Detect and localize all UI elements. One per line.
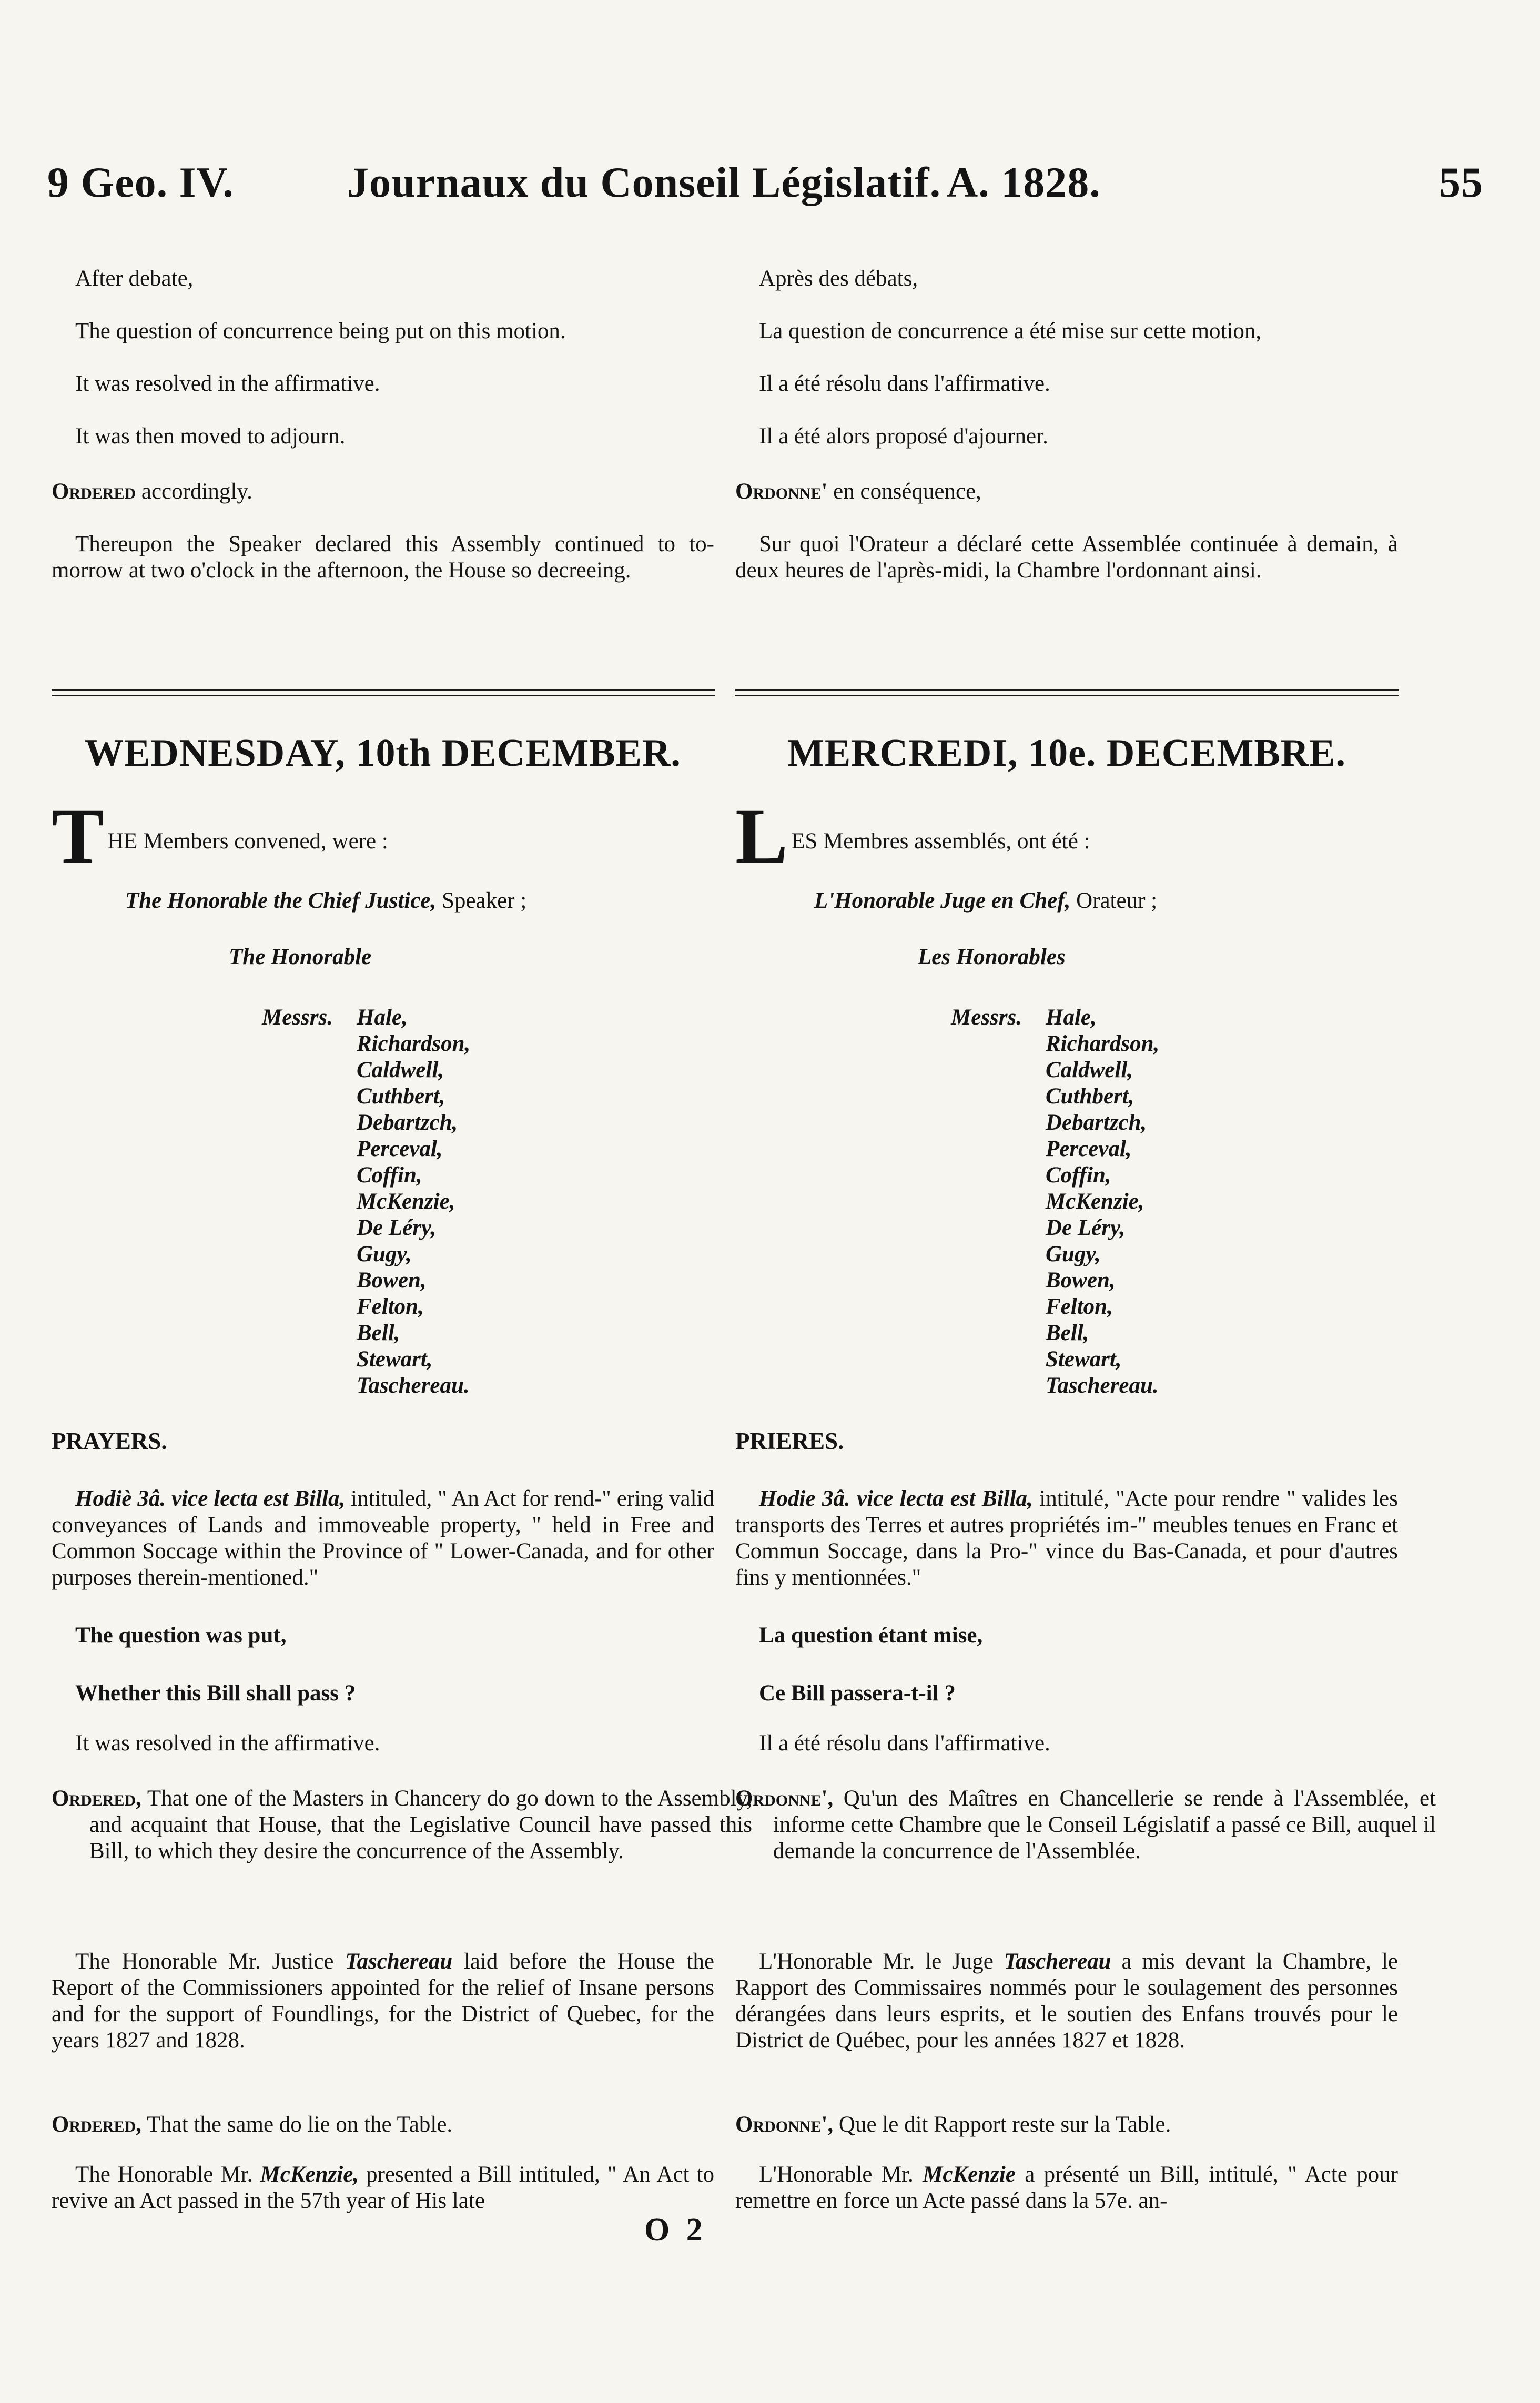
left-members-intro	[52, 793, 714, 880]
right-member-names	[1046, 1005, 1159, 1399]
left-p4: It was then moved to adjourn.	[75, 424, 346, 449]
left-prayers: PRAYERS.	[52, 1428, 167, 1454]
running-header	[42, 158, 1494, 216]
right-ordonne-text: en conséquence,	[827, 479, 981, 504]
right-member-name: Bell,	[1046, 1321, 1089, 1345]
left-last-a: The Honorable Mr.	[75, 2162, 260, 2187]
right-ordered2-lead: Ordonne',	[735, 2112, 834, 2137]
left-members-intro-text: HE Members convened, were :	[107, 829, 388, 854]
left-report-a: The Honorable Mr. Justice	[75, 1949, 346, 1974]
left-member-name: De Léry,	[357, 1215, 437, 1240]
right-prayers: PRIERES.	[735, 1428, 844, 1454]
left-member-name: Gugy,	[357, 1242, 412, 1266]
right-members-intro	[735, 793, 1398, 880]
left-member-name: Coffin,	[357, 1163, 422, 1188]
right-speaker-name: L'Honorable Juge en Chef,	[814, 888, 1071, 913]
left-member-name: Taschereau.	[357, 1373, 470, 1398]
left-member-name: Stewart,	[357, 1347, 433, 1372]
left-p6: Thereupon the Speaker declared this Assembly continued to to-morrow at two o'clock in the afternoon, the House so decreeing.	[52, 532, 714, 583]
left-bill-reading	[52, 1486, 714, 1591]
right-members-intro-text: ES Membres assemblés, ont été :	[791, 829, 1090, 854]
left-member-name: Debartzch,	[357, 1110, 458, 1135]
right-last-a: L'Honorable Mr.	[759, 2162, 923, 2187]
left-p1: After debate,	[75, 266, 194, 291]
right-last-name: McKenzie	[923, 2162, 1016, 2187]
right-member-name: McKenzie,	[1046, 1189, 1144, 1214]
right-ordonne-table	[735, 2112, 1398, 2138]
right-member-name: Gugy,	[1046, 1242, 1101, 1266]
left-dropcap: T	[52, 793, 105, 880]
right-p2: La question de concurrence a été mise sur cette motion,	[759, 319, 1262, 343]
right-p1: Après des débats,	[759, 266, 918, 291]
left-member-name: McKenzie,	[357, 1189, 455, 1214]
right-p3: Il a été résolu dans l'affirmative.	[759, 371, 1050, 396]
right-report	[735, 1949, 1398, 2054]
right-resolved: Il a été résolu dans l'affirmative.	[759, 1731, 1050, 1756]
right-p4: Il a été alors proposé d'ajourner.	[759, 424, 1048, 449]
left-member-name: Cuthbert,	[357, 1084, 445, 1109]
right-report-a: L'Honorable Mr. le Juge	[759, 1949, 1004, 1974]
right-speaker-role: Orateur ;	[1070, 888, 1158, 913]
right-member-name: De Léry,	[1046, 1215, 1126, 1240]
right-member-name: Felton,	[1046, 1294, 1113, 1319]
right-report-b: a mis devant la Chambre, le Rapport des Commissaires nommés pour le soulagement des personnes dérangées dans leurs esprits, et le soutien des Enfans trouvés pour le District de Québec, pour les années 1827 et 1828.	[735, 1949, 1398, 2053]
left-report-b: laid before the House the Report of the Commissioners appointed for the relief of Insane persons and for the support of Foundlings, for the District of Quebec, for the years 1827 and 1828.	[52, 1949, 714, 2053]
header-year: A. 1828.	[947, 158, 1101, 206]
left-speaker-line	[125, 888, 714, 914]
right-member-name: Stewart,	[1046, 1347, 1122, 1372]
right-member-name: Coffin,	[1046, 1163, 1111, 1188]
left-bill-title: intituled, " An Act for rend-" ering valid conveyances of Lands and immoveable property, " held in Free and Common Soccage within the Province of " Lower-Canada, and for other purposes therein-mentioned."	[52, 1486, 714, 1590]
left-report	[52, 1949, 714, 2054]
right-member-name: Bowen,	[1046, 1268, 1116, 1293]
left-ordered2-text: That the same do lie on the Table.	[141, 2112, 453, 2137]
left-report-name: Taschereau	[345, 1949, 453, 1974]
right-member-name: Hale,	[1046, 1005, 1097, 1030]
left-question-put: The question was put,	[75, 1623, 287, 1648]
left-ordered1-lead: Ordered,	[52, 1786, 141, 1811]
left-ordered1-text: That one of the Masters in Chancery do go down to the Assembly, and acquaint that House, that the Legislative Council have passed this Bill, to which they desire the concurrence of the Assembly.	[89, 1786, 752, 1863]
signature-mark: O 2	[644, 2212, 707, 2248]
left-member-name: Bell,	[357, 1321, 400, 1345]
right-ordered1-lead: Ordonne',	[735, 1786, 834, 1811]
left-member-name: Perceval,	[357, 1137, 443, 1161]
ordered-lead: Ordered	[52, 479, 136, 504]
right-member-name: Caldwell,	[1046, 1058, 1133, 1082]
right-ordonne-masters	[735, 1786, 1436, 1864]
left-ordered2-lead: Ordered,	[52, 2112, 141, 2137]
left-members-list	[262, 1005, 630, 1404]
right-bill-latin: Hodie 3â. vice lecta est Billa,	[759, 1486, 1033, 1511]
left-p2: The question of concurrence being put on this motion.	[75, 319, 566, 343]
left-ordered-masters	[52, 1786, 752, 1864]
right-members-list	[951, 1005, 1319, 1404]
header-reign: 9 Geo. IV.	[47, 158, 234, 206]
right-last-b: a présenté un Bill, intitulé, " Acte pour remettre en force un Acte passé dans la 57e. an-	[735, 2162, 1398, 2213]
left-last-name: McKenzie,	[260, 2162, 359, 2187]
right-member-name: Perceval,	[1046, 1137, 1132, 1161]
right-ordered1-text: Qu'un des Maîtres en Chancellerie se rende à l'Assemblée, et informe cette Chambre que le Conseil Législatif a passé ce Bill, auquel il demande la concurrence de l'Assemblée.	[773, 1786, 1436, 1863]
right-report-name: Taschereau	[1004, 1949, 1111, 1974]
left-member-names	[357, 1005, 470, 1399]
ordered-text: accordingly.	[136, 479, 252, 504]
left-day-heading: WEDNESDAY, 10th DECEMBER.	[85, 732, 681, 775]
left-honorable-text: The Honorable	[229, 945, 372, 969]
right-p6: Sur quoi l'Orateur a déclaré cette Assemblée continuée à demain, à deux heures de l'après-midi, la Chambre l'ordonnant ainsi.	[735, 532, 1398, 583]
left-p5	[52, 479, 714, 505]
right-member-name: Richardson,	[1046, 1031, 1160, 1056]
right-bill-reading	[735, 1486, 1398, 1591]
right-messrs: Messrs.	[951, 1005, 1022, 1030]
page-number: 55	[1439, 158, 1483, 206]
right-honorable-text: Les Honorables	[918, 945, 1066, 969]
right-day-heading: MERCREDI, 10e. DECEMBRE.	[787, 732, 1346, 775]
left-member-name: Caldwell,	[357, 1058, 444, 1082]
right-member-name: Taschereau.	[1046, 1373, 1159, 1398]
left-bill-latin: Hodiè 3â. vice lecta est Billa,	[75, 1486, 346, 1511]
left-resolved: It was resolved in the affirmative.	[75, 1731, 380, 1756]
left-last-b: presented a Bill intituled, " An Act to revive an Act passed in the 57th year of His late	[52, 2162, 714, 2213]
right-section-rule	[735, 689, 1399, 696]
left-member-name: Richardson,	[357, 1031, 471, 1056]
left-speaker-name: The Honorable the Chief Justice,	[125, 888, 437, 913]
right-member-name: Debartzch,	[1046, 1110, 1147, 1135]
left-member-name: Hale,	[357, 1005, 408, 1030]
left-member-name: Felton,	[357, 1294, 424, 1319]
header-title: Journaux du Conseil Législatif.	[347, 158, 941, 206]
right-bill-title: intitulé, "Acte pour rendre " valides les transports des Terres et autres propriétés im-" meubles tenues en Franc et Commun Soccage, dans la Pro-" vince du Bas-Canada, et pour d'autres fins y mentionnées."	[735, 1486, 1398, 1590]
right-ordonne-lead: Ordonne'	[735, 479, 828, 504]
right-ordered2-text: Que le dit Rapport reste sur la Table.	[833, 2112, 1171, 2137]
left-mckenzie-bill	[52, 2162, 714, 2214]
right-mckenzie-bill	[735, 2162, 1398, 2214]
left-member-name: Bowen,	[357, 1268, 427, 1293]
right-honorable	[918, 944, 1391, 970]
left-speaker-role: Speaker ;	[436, 888, 527, 913]
left-question-pass: Whether this Bill shall pass ?	[75, 1681, 356, 1706]
left-section-rule	[52, 689, 715, 696]
left-ordered-table	[52, 2112, 714, 2138]
right-question-pass: Ce Bill passera-t-il ?	[759, 1681, 956, 1706]
left-p3: It was resolved in the affirmative.	[75, 371, 380, 396]
right-dropcap: L	[735, 793, 788, 880]
left-honorable	[229, 944, 702, 970]
right-question-put: La question étant mise,	[759, 1623, 983, 1648]
left-messrs: Messrs.	[262, 1005, 333, 1030]
right-speaker-line	[814, 888, 1393, 914]
right-member-name: Cuthbert,	[1046, 1084, 1134, 1109]
right-p5	[735, 479, 1398, 505]
